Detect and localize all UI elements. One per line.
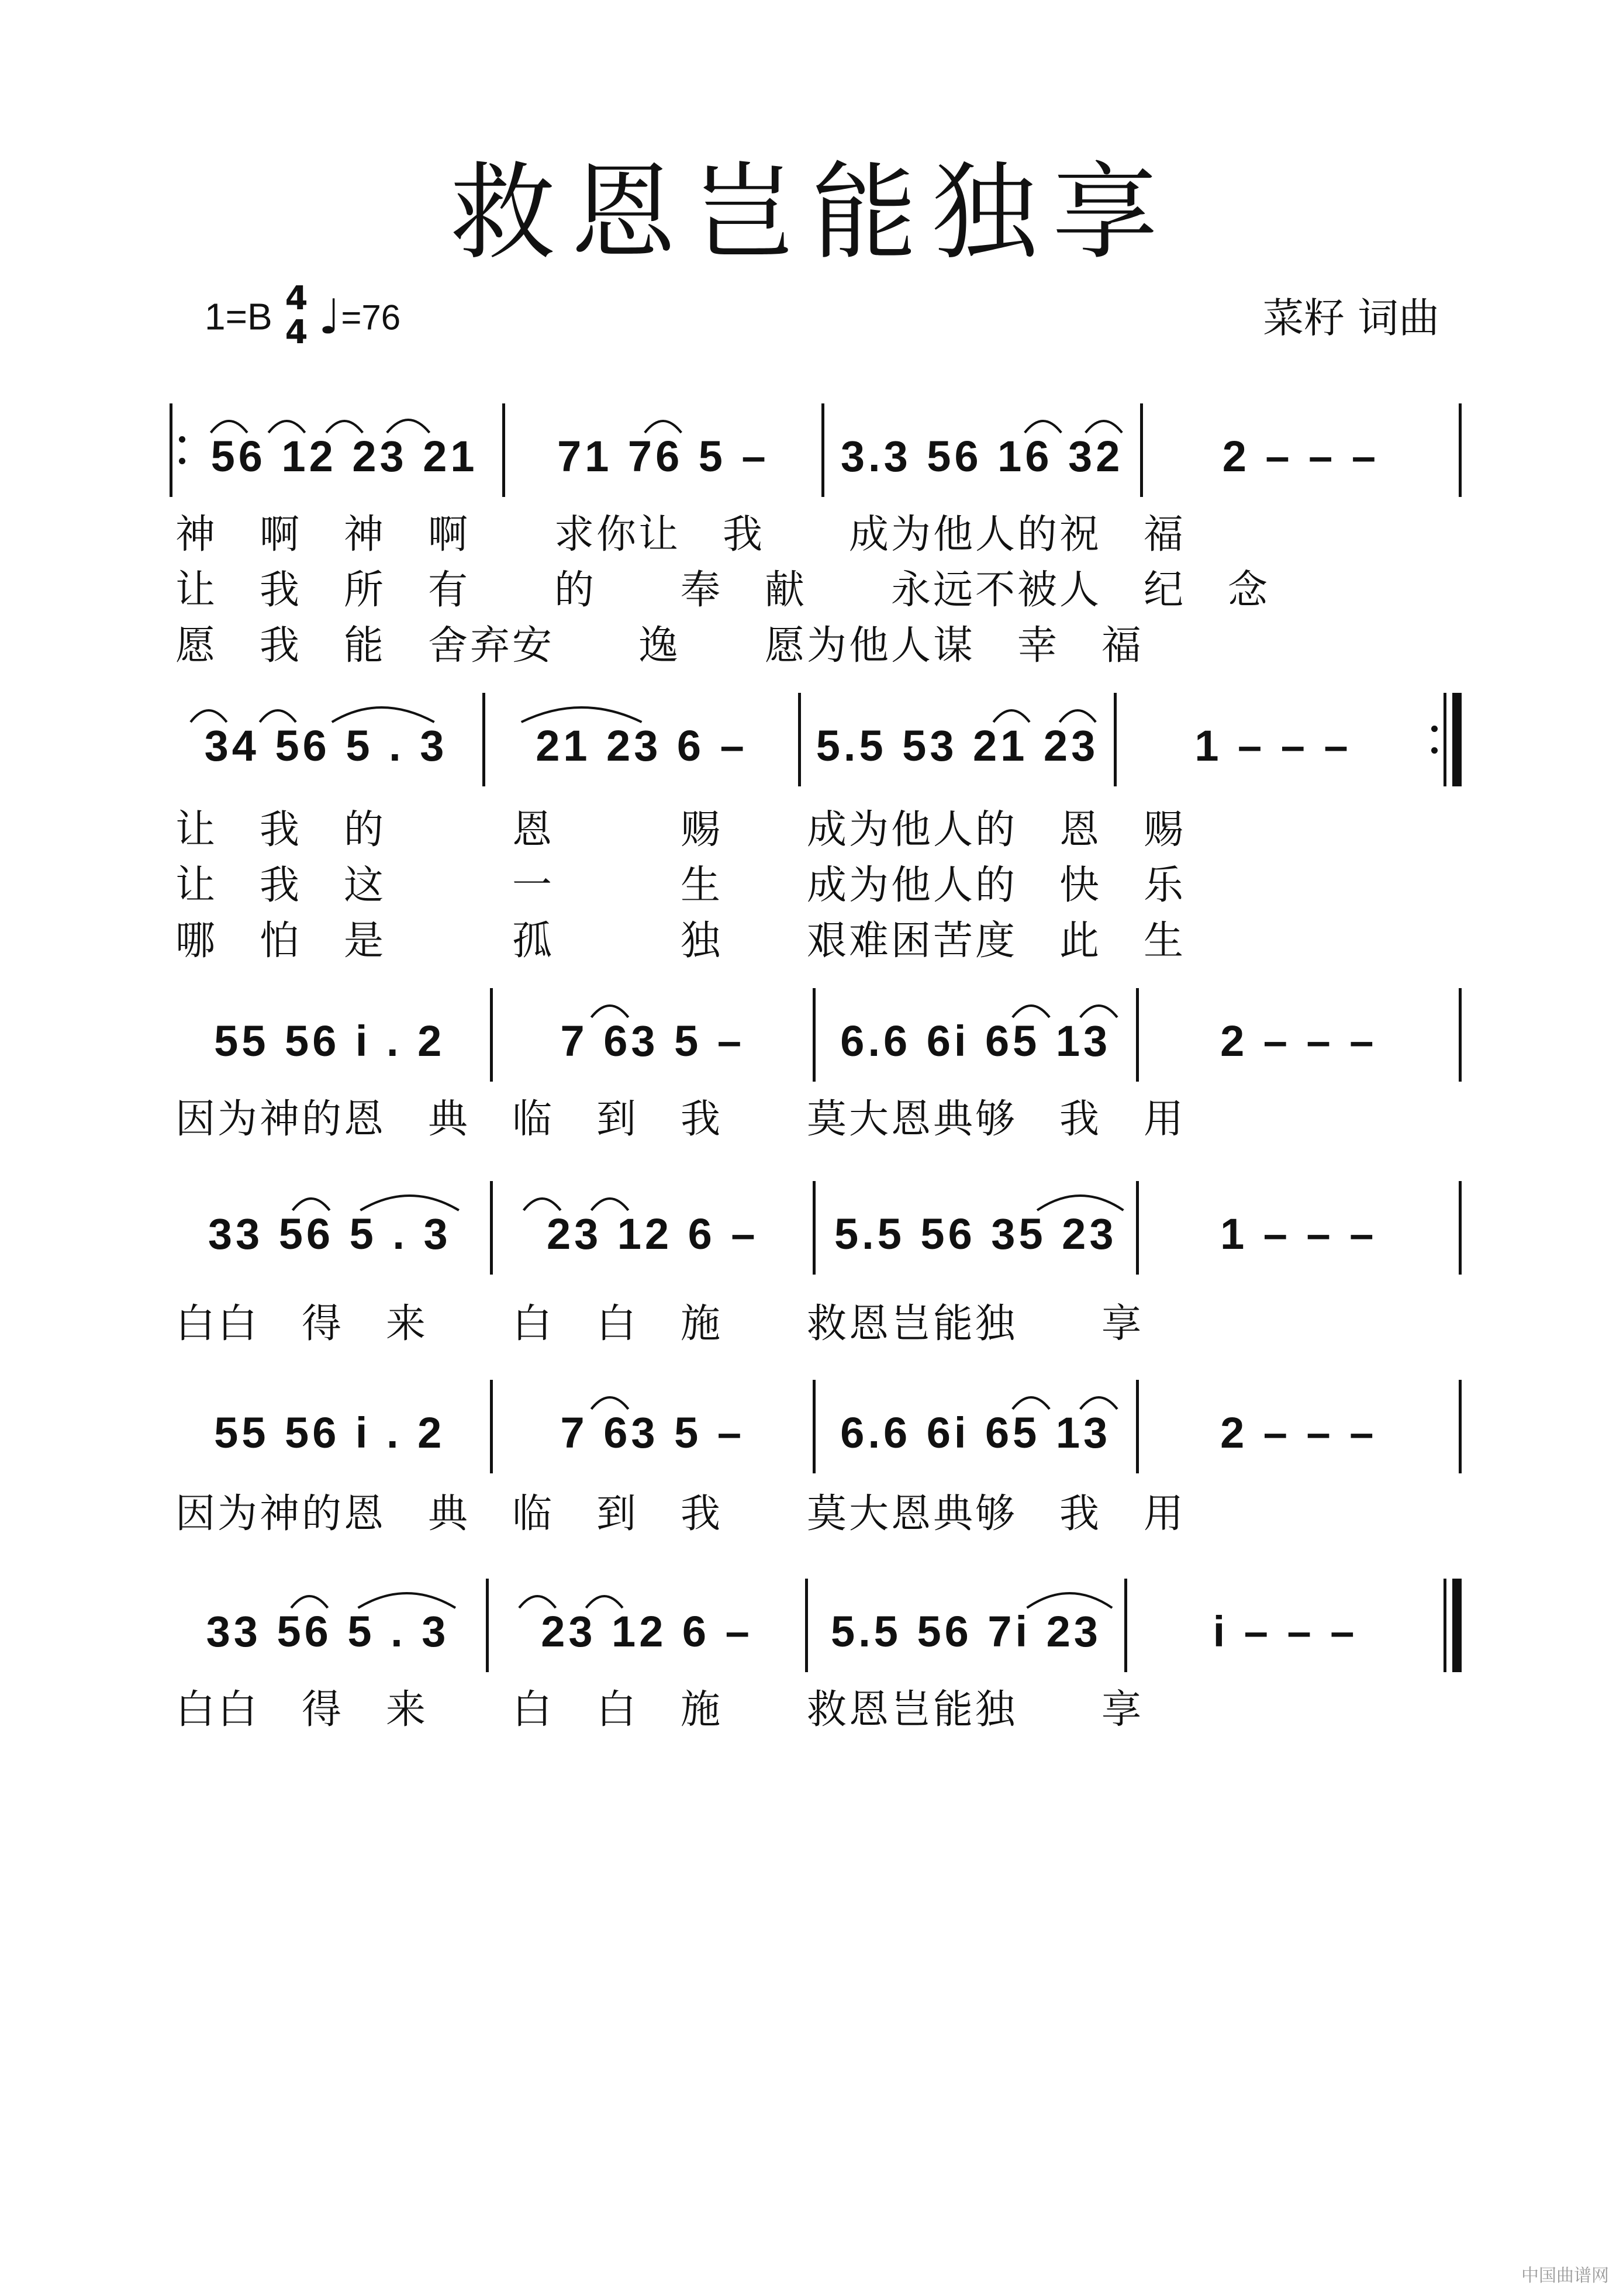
measure-notes: 6.6 6i 65 13 <box>840 1016 1111 1065</box>
song-title: 救恩岂能独享 <box>450 152 1173 274</box>
measure-notes: 6.6 6i 65 13 <box>840 1408 1111 1457</box>
lyric-line <box>170 1087 1462 1144</box>
lyric-text: 因为神的恩 典 临 到 我 莫大恩典够 我 用 <box>175 1096 1186 1142</box>
lyric-line <box>170 798 1462 855</box>
measure-2-2 <box>485 693 798 786</box>
measure-1-3 <box>824 403 1140 497</box>
measure-6-2 <box>489 1579 805 1672</box>
measure-notes: 1 – – – <box>1220 1209 1377 1258</box>
time-signature <box>285 279 308 351</box>
lyric-text: 让 我 这 一 生 成为他人的 快 乐 <box>175 862 1186 909</box>
measure-2-1 <box>170 693 482 786</box>
lyric-text: 愿 我 能 舍弃安 逸 愿为他人谋 幸 福 <box>175 623 1144 669</box>
key-signature: 1=B <box>205 295 272 338</box>
repeat-end-sign <box>1429 693 1439 786</box>
measure-notes: 23 12 6 – <box>541 1607 753 1656</box>
measure-notes: 2 – – – <box>1222 431 1380 481</box>
tempo-marking: =76 <box>341 298 401 337</box>
measure-1-4 <box>1143 403 1459 497</box>
lyric-line <box>170 614 1462 671</box>
barline <box>1444 693 1446 786</box>
measure-notes: 55 56 i . 2 <box>214 1408 446 1457</box>
measure-3-3 <box>816 988 1136 1082</box>
measure-3-4 <box>1139 988 1459 1082</box>
repeat-start-sign <box>177 403 187 497</box>
measure-notes: 56 12 23 21 <box>210 431 478 481</box>
measure-notes: 71 76 5 – <box>557 431 769 481</box>
lyric-text: 白白 得 来 白 白 施 救恩岂能独 享 <box>175 1301 1144 1347</box>
staff-system-5 <box>170 1380 1462 1473</box>
measure-5-2 <box>493 1380 813 1473</box>
measure-notes: 1 – – – <box>1194 721 1352 770</box>
measure-2-4 <box>1117 693 1429 786</box>
measure-5-4 <box>1139 1380 1459 1473</box>
measure-notes: 33 56 5 . 3 <box>206 1607 450 1656</box>
measure-1-2 <box>505 403 821 497</box>
staff-system-1 <box>170 403 1462 497</box>
end-barline <box>1459 403 1462 497</box>
lyric-text: 让 我 所 有 的 奉 献 永远不被人 纪 念 <box>175 567 1270 613</box>
lyric-line <box>170 1482 1462 1539</box>
measure-3-1 <box>170 988 490 1082</box>
measure-notes: i – – – <box>1213 1607 1358 1656</box>
measure-notes: 5.5 56 35 23 <box>834 1209 1117 1258</box>
staff-system-6 <box>170 1579 1462 1672</box>
barline <box>1444 1579 1446 1672</box>
measure-5-1 <box>170 1380 490 1473</box>
measure-notes: 7 63 5 – <box>560 1016 745 1065</box>
thick-barline <box>1452 693 1462 786</box>
measure-4-4 <box>1139 1181 1459 1275</box>
measure-notes: 2 – – – <box>1220 1016 1377 1065</box>
final-barline <box>1452 1579 1462 1672</box>
lyric-line <box>170 1678 1462 1735</box>
author-credit: 菜籽 词曲 <box>1263 294 1440 342</box>
measure-6-3 <box>808 1579 1124 1672</box>
measure-notes: 55 56 i . 2 <box>214 1016 446 1065</box>
time-signature-top: 4 <box>285 279 308 317</box>
lyric-text: 哪 怕 是 孤 独 艰难困苦度 此 生 <box>175 918 1186 964</box>
lyric-text: 让 我 的 恩 赐 成为他人的 恩 赐 <box>175 807 1186 853</box>
lyric-line <box>170 854 1462 910</box>
end-barline <box>1459 988 1462 1082</box>
lyric-line <box>170 558 1462 615</box>
staff-system-2 <box>170 693 1462 786</box>
measure-notes: 7 63 5 – <box>560 1408 745 1457</box>
measure-6-4 <box>1127 1579 1444 1672</box>
end-barline <box>1459 1380 1462 1473</box>
measure-4-1 <box>170 1181 490 1275</box>
measure-notes: 5.5 53 21 23 <box>816 721 1099 770</box>
staff-system-4 <box>170 1181 1462 1275</box>
measure-3-2 <box>493 988 813 1082</box>
lyric-text: 因为神的恩 典 临 到 我 莫大恩典够 我 用 <box>175 1491 1186 1537</box>
measure-1-1 <box>187 403 502 497</box>
measure-notes: 3.3 56 16 32 <box>840 431 1124 481</box>
key-signature-line <box>205 279 401 353</box>
site-watermark: 中国曲谱网 <box>1521 2266 1609 2286</box>
measure-notes: 34 56 5 . 3 <box>204 721 448 770</box>
measure-notes: 21 23 6 – <box>536 721 748 770</box>
measure-notes: 2 – – – <box>1220 1408 1377 1457</box>
start-barline <box>170 403 172 497</box>
lyric-line <box>170 909 1462 966</box>
measure-5-3 <box>816 1380 1136 1473</box>
measure-4-2 <box>493 1181 813 1275</box>
measure-notes: 23 12 6 – <box>546 1209 759 1258</box>
measure-6-1 <box>170 1579 486 1672</box>
end-barline <box>1459 1181 1462 1275</box>
lyric-line <box>170 503 1462 560</box>
measure-2-3 <box>801 693 1114 786</box>
time-signature-bottom: 4 <box>285 313 308 351</box>
lyric-text: 白白 得 来 白 白 施 救恩岂能独 享 <box>175 1687 1144 1733</box>
lyric-text: 神 啊 神 啊 求你让 我 成为他人的祝 福 <box>175 512 1186 558</box>
measure-notes: 33 56 5 . 3 <box>208 1209 451 1258</box>
lyric-line <box>170 1292 1462 1349</box>
measure-notes: 5.5 56 7i 23 <box>831 1607 1101 1656</box>
quarter-note-icon: ♩ <box>318 289 341 345</box>
staff-system-3 <box>170 988 1462 1082</box>
measure-4-3 <box>816 1181 1136 1275</box>
